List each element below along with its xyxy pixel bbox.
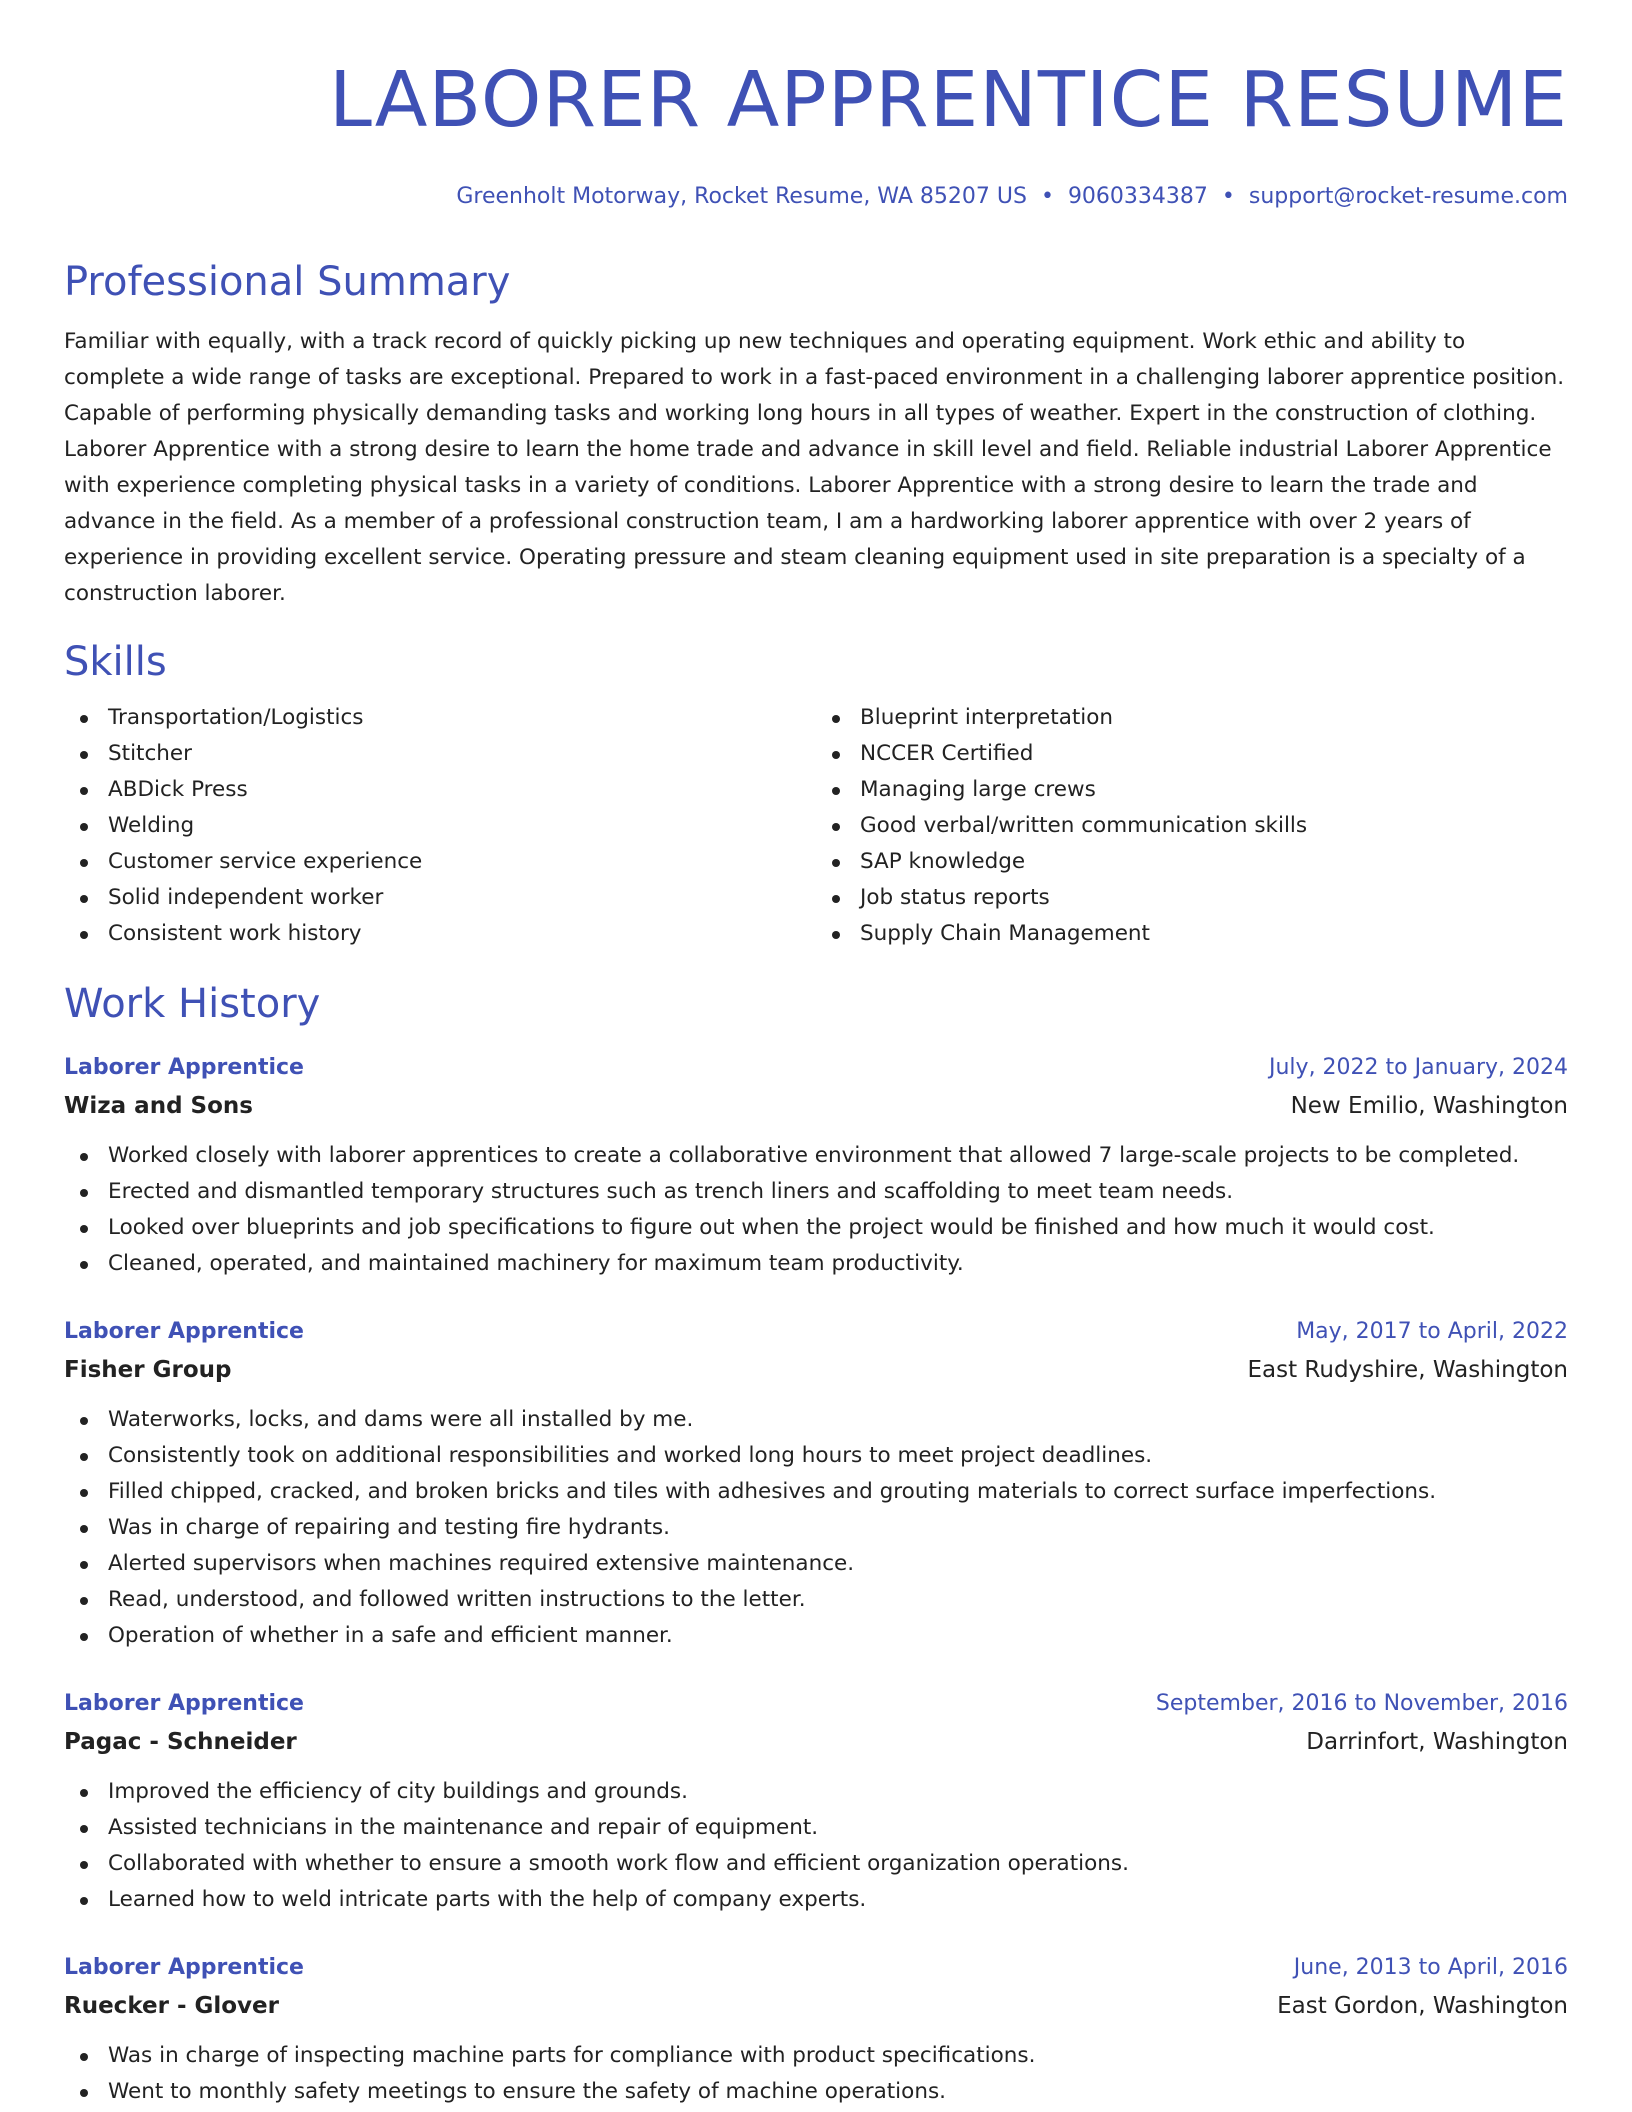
job-company: Fisher Group [64,1357,232,1384]
skill-item: NCCER Certified [816,736,1568,772]
job-title: Laborer Apprentice [64,1319,304,1345]
skills-heading: Skills [64,639,167,686]
contact-address: Greenholt Motorway, Rocket Resume, WA 85207 US [456,184,1027,209]
job-bullet: Erected and dismantled temporary structures such as trench liners and scaffolding to meet team needs. [64,1174,1568,1210]
job-bullet: Alerted supervisors when machines required extensive maintenance. [64,1546,1568,1582]
skill-item: Supply Chain Management [816,916,1568,952]
job-company: Wiza and Sons [64,1093,253,1120]
contact-separator: • [1040,184,1054,209]
job-entry [64,1686,1568,1918]
skill-item: Welding [64,808,816,844]
job-bullet: Operation of whether in a safe and efficient manner. [64,1618,1568,1654]
job-company: Pagac - Schneider [64,1729,297,1756]
skill-item: Managing large crews [816,772,1568,808]
resume-title: LABORER APPRENTICE RESUME [329,56,1568,145]
job-title: Laborer Apprentice [64,1055,304,1081]
job-entry [64,1050,1568,1282]
skills-column-right [816,700,1568,952]
summary-text: Familiar with equally, with a track record of quickly picking up new techniques and operating equipment. Work ethic and ability to complete a wide range of tasks are exceptional. Prepared to work in a fast-paced environment in a challenging laborer apprentice position. Capable of performing physically demanding tasks and working long hours in all types of weather. Expert in the construction of clothing. Laborer Apprentice with a strong desire to learn the home trade and advance in skill level and field. Reliable industrial Laborer Apprentice with experience completing physical tasks in a variety of conditions. Laborer Apprentice with a strong desire to learn the trade and advance in the field. As a member of a professional construction team, I am a hardworking laborer apprentice with over 2 years of experience in providing excellent service. Operating pressure and steam cleaning equipment used in site preparation is a specialty of a construction laborer. [64,329,1565,607]
skills-column-left [64,700,816,952]
job-bullet: Was in charge of inspecting machine parts for compliance with product specifications. [64,2038,1568,2074]
job-subheader [64,1350,1568,1390]
job-dates: May, 2017 to April, 2022 [1296,1319,1568,1345]
job-bullet: Went to monthly safety meetings to ensure the safety of machine operations. [64,2074,1568,2110]
skill-item: Blueprint interpretation [816,700,1568,736]
job-bullet: Filled chipped, cracked, and broken bricks and tiles with adhesives and grouting materials to correct surface imperfections. [64,1474,1568,1510]
job-header [64,1950,1568,1986]
job-location: Darrinfort, Washington [1306,1729,1568,1756]
job-header [64,1314,1568,1350]
job-bullet: Learned how to weld intricate parts with the help of company experts. [64,1882,1568,1918]
job-bullets [64,2038,1568,2110]
job-bullet: Consistently took on additional responsibilities and worked long hours to meet project deadlines. [64,1438,1568,1474]
job-bullets [64,1774,1568,1918]
job-entry [64,1950,1568,2110]
skill-item: Customer service experience [64,844,816,880]
skill-item: Stitcher [64,736,816,772]
job-bullets [64,1402,1568,1654]
contact-phone: 9060334387 [1067,184,1208,209]
job-dates: September, 2016 to November, 2016 [1155,1691,1568,1717]
job-bullet: Worked closely with laborer apprentices to create a collaborative environment that allowed 7 large-scale projects to be completed. [64,1138,1568,1174]
job-bullet: Read, understood, and followed written instructions to the letter. [64,1582,1568,1618]
job-title: Laborer Apprentice [64,1691,304,1717]
job-bullet: Waterworks, locks, and dams were all installed by me. [64,1402,1568,1438]
contact-email: support@rocket-resume.com [1248,184,1568,209]
job-bullet: Cleaned, operated, and maintained machinery for maximum team productivity. [64,1246,1568,1282]
job-header [64,1050,1568,1086]
job-subheader [64,1986,1568,2026]
job-dates: July, 2022 to January, 2024 [1269,1055,1568,1081]
job-entry [64,1314,1568,1654]
skills-list [64,700,1568,952]
job-location: New Emilio, Washington [1290,1093,1568,1120]
job-subheader [64,1086,1568,1126]
job-bullet: Improved the efficiency of city buildings and grounds. [64,1774,1568,1810]
job-bullets [64,1138,1568,1282]
job-company: Ruecker - Glover [64,1993,279,2020]
job-location: East Gordon, Washington [1277,1993,1568,2020]
contact-separator: • [1221,184,1235,209]
skill-item: Good verbal/written communication skills [816,808,1568,844]
skill-item: Consistent work history [64,916,816,952]
job-subheader [64,1722,1568,1762]
skill-item: ABDick Press [64,772,816,808]
skill-item: SAP knowledge [816,844,1568,880]
job-dates: June, 2013 to April, 2016 [1293,1955,1568,1981]
job-location: East Rudyshire, Washington [1247,1357,1568,1384]
summary-heading: Professional Summary [64,259,511,306]
job-header [64,1686,1568,1722]
job-bullet: Assisted technicians in the maintenance and repair of equipment. [64,1810,1568,1846]
skill-item: Solid independent worker [64,880,816,916]
job-bullet: Looked over blueprints and job specifications to figure out when the project would be finished and how much it would cost. [64,1210,1568,1246]
job-bullet: Was in charge of repairing and testing fire hydrants. [64,1510,1568,1546]
job-title: Laborer Apprentice [64,1955,304,1981]
job-bullet: Collaborated with whether to ensure a smooth work flow and efficient organization operations. [64,1846,1568,1882]
skill-item: Transportation/Logistics [64,700,816,736]
work-history-heading: Work History [64,981,321,1028]
skill-item: Job status reports [816,880,1568,916]
contact-line [64,184,1568,210]
